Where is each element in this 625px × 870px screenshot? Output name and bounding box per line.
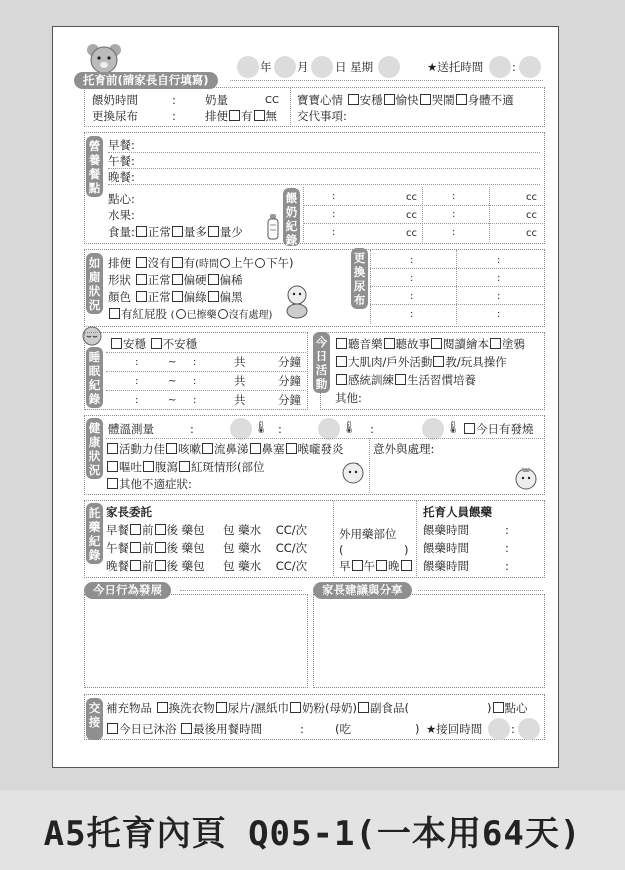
external-medicine-label: 外用藥部位: [339, 527, 397, 541]
day-circle[interactable]: [311, 56, 333, 78]
stool-none-checkbox[interactable]: [254, 110, 265, 121]
month-label: 月: [297, 60, 309, 74]
parent-suggestion-banner: 家長建議與分享: [313, 582, 412, 599]
notes-label: 交代事項:: [297, 109, 347, 123]
stool-color-row: 顏色 正常 偏綠 偏黑: [108, 290, 243, 304]
activity-other-label: 其他:: [335, 391, 362, 405]
medicine-section-label: 託藥紀錄: [86, 503, 103, 564]
breakfast-label: 早餐:: [108, 138, 135, 152]
caregiver-medicine-label: 托育人員餵藥: [423, 505, 492, 519]
weekday-circle[interactable]: [378, 56, 400, 78]
year-circle[interactable]: [237, 56, 259, 78]
thermometer-icon-3: 🌡: [446, 420, 461, 434]
medicine-row-dinner: 晚餐 前 後 藥包 包 藥水 CC/次: [106, 559, 308, 573]
parent-suggestion-box[interactable]: [313, 594, 545, 688]
medicine-row-lunch: 午餐 前 後 藥包 包 藥水 CC/次: [106, 541, 308, 555]
symptoms-row-2: 嘔吐 腹瀉 紅斑情形(部位: [106, 460, 265, 474]
baby-mood-row: 寶寶心情 安穩 愉快 哭鬧 身體不適: [297, 93, 514, 107]
fruit-label: 水果:: [108, 208, 135, 222]
dropoff-hour-circle[interactable]: [489, 56, 511, 78]
baby-with-bow-icon: [512, 463, 540, 491]
supplies-row: 補充物品 換洗衣物 尿片/濕紙巾 奶粉(母奶) 副食品(: [106, 701, 410, 715]
bath-meal-row: 今日已沐浴 最後用餐時間: [106, 722, 262, 736]
pre-stool-options: 排便 有 無: [205, 109, 277, 123]
time-colon: :: [512, 60, 516, 74]
activity-row-1: 聽音樂 聽故事 閱讀繪本 塗鴉: [335, 337, 525, 351]
stool-row: 排便 沒有 有(時間 上午 下午): [108, 256, 294, 270]
thermometer-icon-2: 🌡: [342, 420, 357, 434]
behavior-development-banner: 今日行為發展: [84, 582, 171, 599]
parent-entrust-label: 家長委託: [106, 505, 152, 519]
diaper-change-label: 更換尿布: [92, 109, 138, 123]
external-medicine-times: 早 午 晚: [339, 559, 413, 573]
behavior-development-box[interactable]: [84, 594, 308, 688]
activity-row-2: 大肌肉/戶外活動 教/玩具操作: [335, 355, 507, 369]
accident-label: 意外與處理:: [373, 442, 435, 456]
dinner-label: 晚餐:: [108, 170, 135, 184]
handover-section-label: 交接: [86, 698, 103, 740]
stool-shape-row: 形狀 正常 偏硬 偏稀: [108, 273, 243, 287]
dropoff-minute-circle[interactable]: [519, 56, 541, 78]
year-label: 年: [260, 60, 272, 74]
baby-bottle-icon: [266, 214, 280, 240]
medicine-row-breakfast: 早餐 前 後 藥包 包 藥水 CC/次: [106, 523, 308, 537]
stool-has-checkbox[interactable]: [229, 110, 240, 121]
nutrition-section-label: 營養餐點: [86, 136, 103, 197]
milk-time-label: 餵奶時間: [92, 93, 138, 107]
sleep-section-label: 睡眠紀錄: [86, 347, 103, 408]
fever-row: 今日有發燒: [463, 422, 534, 436]
health-section-label: 健康狀況: [86, 418, 103, 479]
dropoff-time-label: ★送托時間: [427, 60, 484, 74]
thermometer-icon: 🌡: [254, 420, 269, 434]
day-weekday-label: 日 星期: [335, 60, 374, 74]
temperature-label: 體溫測量: [108, 422, 154, 436]
month-circle[interactable]: [274, 56, 296, 78]
other-symptoms-row: 其他不適症狀:: [106, 477, 192, 491]
activity-row-3: 感統訓練 生活習慣培養: [335, 373, 476, 387]
snack-label: 點心:: [108, 192, 135, 206]
lunch-label: 午餐:: [108, 154, 135, 168]
diaper-change-section-label: 更換尿布: [351, 248, 368, 309]
appetite-row: 食量: 正常 量多 量少: [108, 225, 243, 239]
pre-care-banner: 托育前(請家長自行填寫): [74, 72, 218, 89]
pickup-time-label: ★接回時間: [426, 722, 483, 736]
banner-rule: [230, 80, 543, 81]
toilet-section-label: 如廁狀況: [86, 253, 103, 314]
symptoms-row-1: 活動力佳 咳嗽 流鼻涕 鼻塞 喉嚨發炎: [106, 442, 344, 456]
sick-baby-icon: [340, 460, 366, 486]
baby-sitting-icon: [283, 284, 311, 320]
feeding-record-label: 餵奶紀錄: [283, 188, 300, 246]
product-title: A5托育內頁 Q05-1(一本用64天): [43, 814, 582, 854]
milk-amount-label: 奶量: [205, 93, 228, 107]
sleep-quality-row: 安穩 不安穩: [110, 337, 197, 351]
activity-section-label: 今日活動: [313, 332, 330, 393]
diaper-rash-row: 有紅屁股 ( 已擦藥 沒有處理): [108, 307, 272, 323]
